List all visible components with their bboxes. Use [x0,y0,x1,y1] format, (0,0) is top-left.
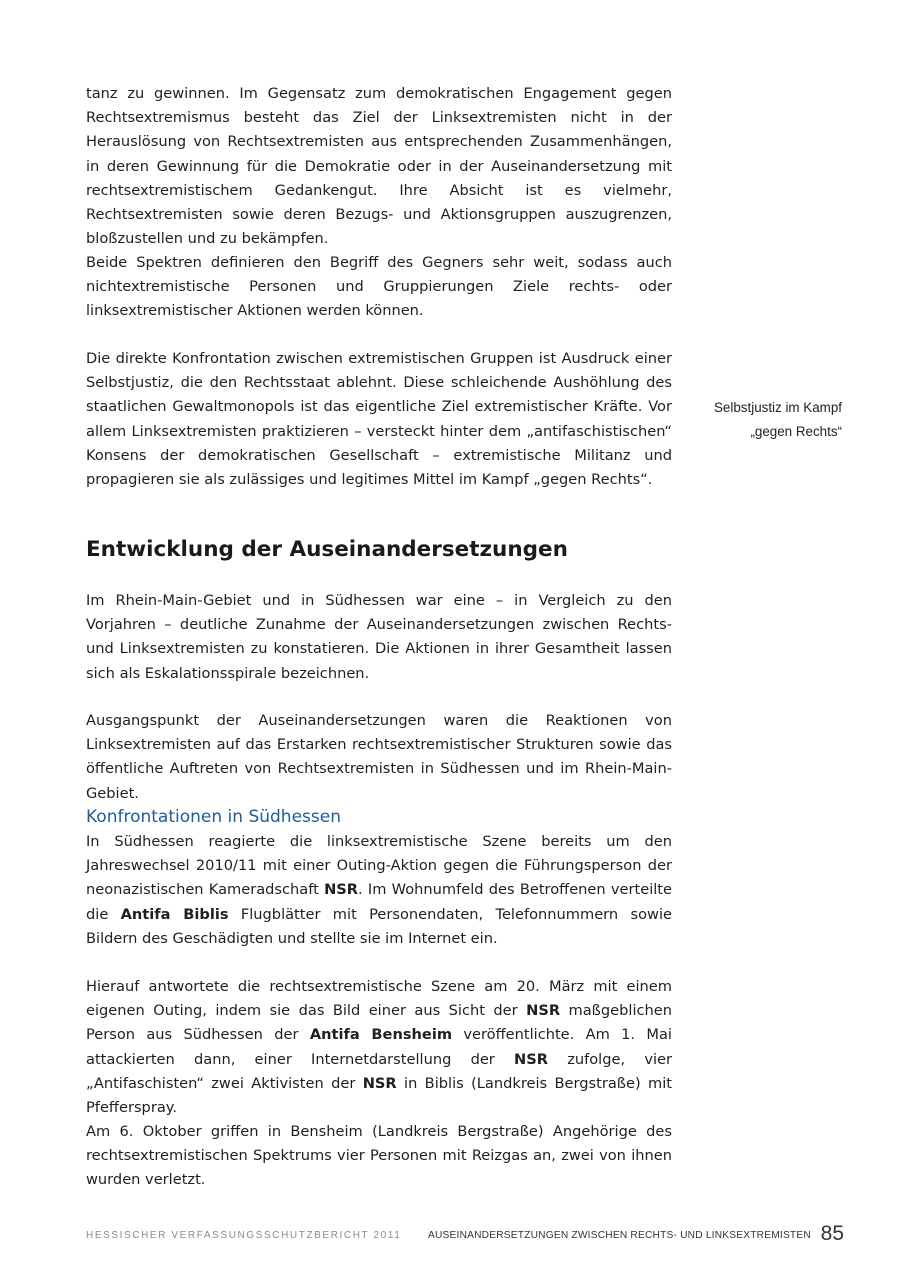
organization-name: Antifa Bensheim [309,1026,453,1044]
organization-name: NSR [526,1002,561,1020]
paragraph: Die direkte Konfrontation zwischen extremistischen Gruppen ist Ausdruck einer Selbstjustiz, die den Rechtsstaat ablehnt. Diese schleichende Aushöhlung des staatlichen Gewaltmonopols ist das eigentliche Ziel extremistischer Kräfte. Vor allem Linksextremisten praktizieren – versteckt hinter dem „antifaschistischen“ Konsens der demokratischen Gesellschaft – extremistische Militanz und propagieren sie als zulässiges und legitimes Mittel im Kampf „gegen Rechts“. [86,350,672,489]
paragraph: Am 6. Oktober griffen in Bensheim (Landkreis Bergstraße) Angehörige des rechtsextremistischen Spektrums vier Personen mit Reizgas an, zwei von ihnen wurden verletzt. [86,1123,672,1189]
organization-name: NSR [362,1074,397,1092]
margin-note-line: Selbstjustiz im Kampf [714,400,842,415]
intro-text-block [86,251,672,324]
paragraph: Beide Spektren definieren den Begriff des Gegners sehr weit, sodass auch nichtextremistische Personen und Gruppierungen Ziele rechts- oder linksextremistischer Aktionen werden können. [86,254,672,320]
organization-name: NSR [514,1050,548,1068]
paragraph [86,975,672,1120]
subsection-heading: Konfrontationen in Südhessen [86,807,341,827]
organization-name: Antifa Biblis [120,905,229,923]
text-run: . Im Wohnumfeld des Betroffenen verteilte die [86,881,673,923]
text-run: in Biblis (Landkreis Bergstraße) mit Pfefferspray. [86,1074,672,1117]
subsection-text-block [86,830,672,951]
text-run: zufolge, vier „Antifaschisten“ zwei Aktivisten der [86,1050,673,1092]
section-text-block [86,709,672,806]
intro-text-block [86,347,672,492]
margin-note [700,396,842,443]
text-run: In Südhessen reagierte die linksextremistische Szene bereits um den Jahreswechsel 2010/11 mit einer Outing-Aktion gegen die Führungsperson der neonazistischen Kameradschaft [86,833,672,899]
page-footer [86,1222,844,1248]
paragraph [86,830,672,951]
text-run: Hierauf antwortete die rechtsextremistische Szene am 20. März mit einem eigenen Outing, indem sie das Bild einer aus Sicht der [86,978,672,1020]
section-heading: Entwicklung der Auseinandersetzungen [86,537,568,562]
paragraph: Ausgangspunkt der Auseinandersetzungen waren die Reaktionen von Linksextremisten auf das Erstarken rechtsextremistischer Strukturen sowie das öffentliche Auftreten von Rechtsextremisten in Südhessen und im Rhein-Main-Gebiet. [86,712,672,802]
subsection-text-block [86,975,672,1120]
chapter-title: AUSEINANDERSETZUNGEN ZWISCHEN RECHTS- UND LINKSEXTREMISTEN [428,1230,811,1241]
publication-title: HESSISCHER VERFASSUNGSSCHUTZBERICHT 2011 [86,1230,402,1241]
subsection-text-block [86,1120,672,1193]
text-run: Flugblätter mit Personendaten, Telefonnummern sowie Bildern des Geschädigten und stellte sie im Internet ein. [86,905,672,947]
text-run: veröffentlichte. Am 1. Mai attackierten dann, einer Internetdarstellung der [86,1026,672,1068]
text-run: maßgeblichen Person aus Südhessen der [86,1002,672,1044]
section-text-block [86,589,672,686]
page-number: 85 [820,1222,844,1245]
intro-text-block [86,82,672,251]
paragraph: tanz zu gewinnen. Im Gegensatz zum demokratischen Engagement gegen Rechtsextremismus besteht das Ziel der Linksextremisten nicht in der Herauslösung von Rechtsextremisten aus entsprechenden Zusammenhängen, in deren Gewinnung für die Demokratie oder in der Auseinandersetzung mit rechtsextremistischem Gedankengut. Ihre Absicht ist es vielmehr, Rechtsextremisten sowie deren Bezugs- und Aktionsgruppen auszugrenzen, bloßzustellen und zu bekämpfen. [86,85,672,248]
margin-note-line: „gegen Rechts“ [750,423,842,439]
organization-name: NSR [324,881,359,899]
paragraph: Im Rhein-Main-Gebiet und in Südhessen war eine – in Vergleich zu den Vorjahren – deutliche Zunahme der Auseinandersetzungen zwischen Rechts- und Linksextremisten zu konstatieren. Die Aktionen in ihrer Gesamtheit lassen sich als Eskalationsspirale bezeichnen. [86,592,672,682]
